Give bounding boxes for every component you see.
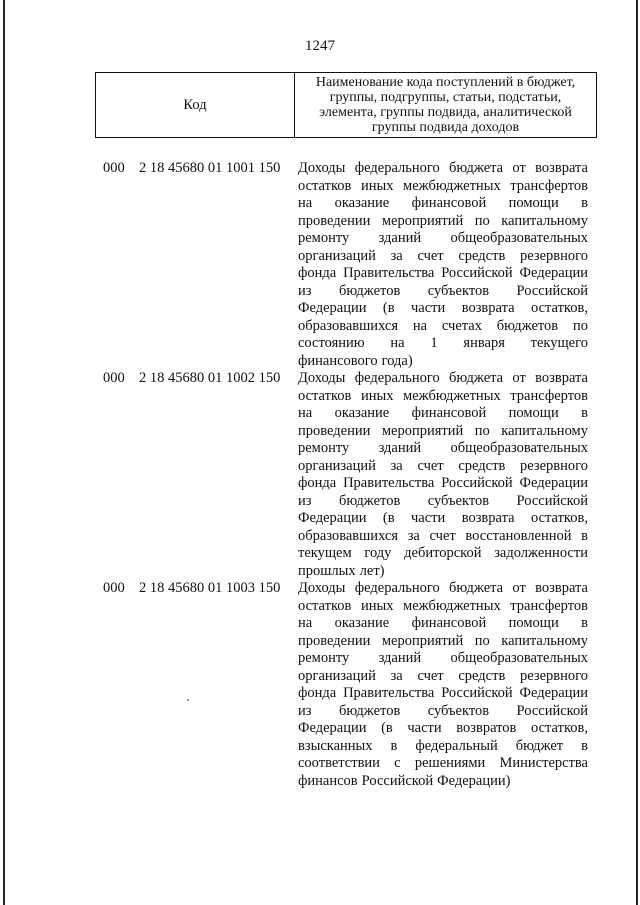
table-row xyxy=(0,580,640,790)
description-line: Федерации (в части возвратов остатков, xyxy=(298,720,588,736)
revenue-code: 2 18 45680 01 1003 150 xyxy=(139,580,281,596)
description-line: фонда Правительства Российской Федерации xyxy=(298,475,588,491)
description-line: Федерации (в части возврата остатков, xyxy=(298,300,588,316)
description-line: состоянию на 1 января текущего xyxy=(298,335,588,351)
description-line: Доходы федерального бюджета от возврата xyxy=(298,580,588,596)
description-line: из бюджетов субъектов Российской xyxy=(298,702,588,719)
description-line: проведении мероприятий по капитальному xyxy=(298,212,588,229)
description-line: организаций за счет средств резервного xyxy=(298,667,588,684)
description-line: текущем году дебиторской задолженности xyxy=(298,545,588,561)
description-line: организаций за счет средств резервного xyxy=(298,247,588,264)
description-line: проведении мероприятий по капитальному xyxy=(298,422,588,439)
description-line: фонда Правительства Российской Федерации xyxy=(298,265,588,281)
admin-code: 000 xyxy=(103,580,125,596)
entries-list xyxy=(0,160,640,790)
description-line: Доходы федерального бюджета от возврата xyxy=(298,160,588,176)
revenue-description xyxy=(298,370,588,580)
description-line: ремонту зданий общеобразовательных xyxy=(298,440,588,456)
description-line: ремонту зданий общеобразовательных xyxy=(298,650,588,666)
description-line: финансов Российской Федерации) xyxy=(298,772,511,789)
description-line: остатков иных межбюджетных трансфертов xyxy=(298,597,588,614)
header-name-column: Наименование кода поступлений в бюджет, группы, подгруппы, статьи, подстатьи, элемента, группы подвида, аналитической группы подвида доходов xyxy=(315,75,576,135)
header-code-column: Код xyxy=(96,73,295,137)
description-line: из бюджетов субъектов Российской xyxy=(298,282,588,299)
description-line: проведении мероприятий по капитальному xyxy=(298,632,588,649)
table-header xyxy=(95,72,597,138)
description-line: на оказание финансовой помощи в xyxy=(298,615,588,631)
scan-speck xyxy=(187,699,189,701)
description-line: финансового года) xyxy=(298,352,413,369)
admin-code: 000 xyxy=(103,160,125,176)
page-number: 1247 xyxy=(305,38,335,54)
table-row xyxy=(0,160,640,370)
description-line: Федерации (в части возврата остатков, xyxy=(298,510,588,526)
description-line: остатков иных межбюджетных трансфертов xyxy=(298,387,588,404)
revenue-description xyxy=(298,160,588,370)
description-line: из бюджетов субъектов Российской xyxy=(298,492,588,509)
description-line: прошлых лет) xyxy=(298,562,385,579)
description-line: соответствии с решениями Министерства xyxy=(298,755,588,771)
revenue-description xyxy=(298,580,588,790)
table-row xyxy=(0,370,640,580)
description-line: фонда Правительства Российской Федерации xyxy=(298,685,588,701)
admin-code: 000 xyxy=(103,370,125,386)
description-line: образовавшихся за счет восстановленной в xyxy=(298,527,588,544)
description-line: ремонту зданий общеобразовательных xyxy=(298,230,588,246)
revenue-code: 2 18 45680 01 1001 150 xyxy=(139,160,281,176)
revenue-code: 2 18 45680 01 1002 150 xyxy=(139,370,281,386)
description-line: на оказание финансовой помощи в xyxy=(298,195,588,211)
description-line: Доходы федерального бюджета от возврата xyxy=(298,370,588,386)
description-line: образовавшихся на счетах бюджетов по xyxy=(298,317,588,334)
description-line: остатков иных межбюджетных трансфертов xyxy=(298,177,588,194)
description-line: на оказание финансовой помощи в xyxy=(298,405,588,421)
description-line: организаций за счет средств резервного xyxy=(298,457,588,474)
description-line: взысканных в федеральный бюджет в xyxy=(298,737,588,754)
